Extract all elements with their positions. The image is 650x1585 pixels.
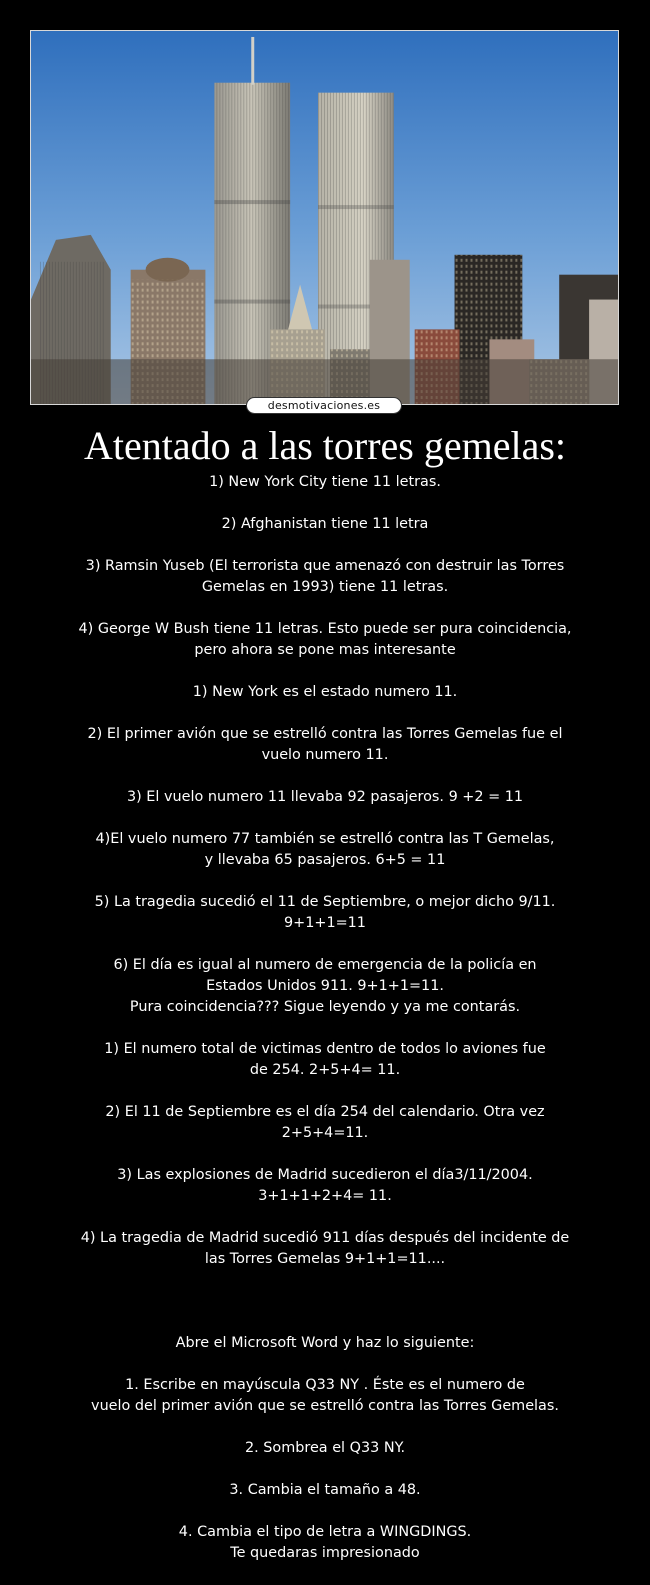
text-line: y llevaba 65 pasajeros. 6+5 = 11 xyxy=(204,852,446,868)
text-paragraph xyxy=(40,1165,610,1207)
text-paragraph xyxy=(40,682,610,703)
text-paragraph xyxy=(40,1039,610,1081)
text-paragraph xyxy=(40,955,610,1018)
photo-frame xyxy=(30,30,619,405)
text-paragraph xyxy=(40,892,610,934)
text-line: 6) El día es igual al numero de emergencia de la policía en xyxy=(113,957,537,973)
text-paragraph xyxy=(40,514,610,535)
text-line: 4. Cambia el tipo de letra a WINGDINGS. xyxy=(178,1524,472,1540)
text-paragraph xyxy=(40,556,610,598)
text-paragraph xyxy=(40,724,610,766)
text-line: 4) George W Bush tiene 11 letras. Esto puede ser pura coincidencia, xyxy=(78,621,572,637)
text-line: vuelo del primer avión que se estrelló contra las Torres Gemelas. xyxy=(91,1398,559,1414)
text-paragraph xyxy=(40,1375,610,1417)
text-line: Gemelas en 1993) tiene 11 letras. xyxy=(201,579,449,595)
text-paragraph xyxy=(40,1291,610,1312)
poster-body-text xyxy=(40,472,610,1585)
twin-towers-skyline-photo xyxy=(31,31,618,404)
text-line: 9+1+1=11 xyxy=(284,915,366,931)
text-line: 3) El vuelo numero 11 llevaba 92 pasajeros. 9 +2 = 11 xyxy=(126,789,524,805)
text-line: las Torres Gemelas 9+1+1=11.... xyxy=(204,1251,446,1267)
text-paragraph xyxy=(40,619,610,661)
text-line: 3) Las explosiones de Madrid sucedieron el día3/11/2004. xyxy=(117,1167,533,1183)
text-line: 2) El 11 de Septiembre es el día 254 del calendario. Otra vez xyxy=(105,1104,545,1120)
text-line: 2) Afghanistan tiene 11 letra xyxy=(221,516,429,532)
text-line: Te quedaras impresionado xyxy=(230,1545,420,1561)
text-line: 4) La tragedia de Madrid sucedió 911 días después del incidente de xyxy=(80,1230,570,1246)
text-line: 1) El numero total de victimas dentro de todos lo aviones fue xyxy=(104,1041,546,1057)
text-line: 1) New York es el estado numero 11. xyxy=(192,684,458,700)
text-line: 2+5+4=11. xyxy=(281,1125,369,1141)
text-paragraph xyxy=(40,472,610,493)
text-line: 1. Escribe en mayúscula Q33 NY . Éste es el numero de xyxy=(125,1377,525,1393)
text-line: 5) La tragedia sucedió el 11 de Septiembre, o mejor dicho 9/11. xyxy=(94,894,556,910)
text-line: 4)El vuelo numero 77 también se estrelló contra las T Gemelas, xyxy=(95,831,555,847)
text-paragraph xyxy=(40,787,610,808)
text-line: 2. Sombrea el Q33 NY. xyxy=(244,1440,406,1456)
poster-title: Atentado a las torres gemelas: xyxy=(83,423,567,468)
text-line: de 254. 2+5+4= 11. xyxy=(249,1062,401,1078)
text-line: Estados Unidos 911. 9+1+1=11. xyxy=(206,978,444,994)
text-line: 2) El primer avión que se estrelló contra las Torres Gemelas fue el xyxy=(87,726,563,742)
watermark-logo: desmotivaciones.es xyxy=(246,397,402,414)
text-line xyxy=(40,1291,610,1312)
text-line: vuelo numero 11. xyxy=(261,747,389,763)
text-paragraph xyxy=(40,1333,610,1354)
text-line: pero ahora se pone mas interesante xyxy=(194,642,456,658)
text-line: Pura coincidencia??? Sigue leyendo y ya me contarás. xyxy=(129,999,521,1015)
text-line: 3+1+1+2+4= 11. xyxy=(258,1188,392,1204)
text-paragraph xyxy=(40,1438,610,1459)
text-paragraph xyxy=(40,829,610,871)
text-line: 3) Ramsin Yuseb (El terrorista que amenazó con destruir las Torres xyxy=(85,558,565,574)
text-paragraph xyxy=(40,1480,610,1501)
text-paragraph xyxy=(40,1522,610,1564)
text-paragraph xyxy=(40,1228,610,1270)
text-line: 3. Cambia el tamaño a 48. xyxy=(229,1482,421,1498)
text-line: Abre el Microsoft Word y haz lo siguiente: xyxy=(175,1335,475,1351)
text-line: 1) New York City tiene 11 letras. xyxy=(209,474,441,490)
text-paragraph xyxy=(40,1102,610,1144)
